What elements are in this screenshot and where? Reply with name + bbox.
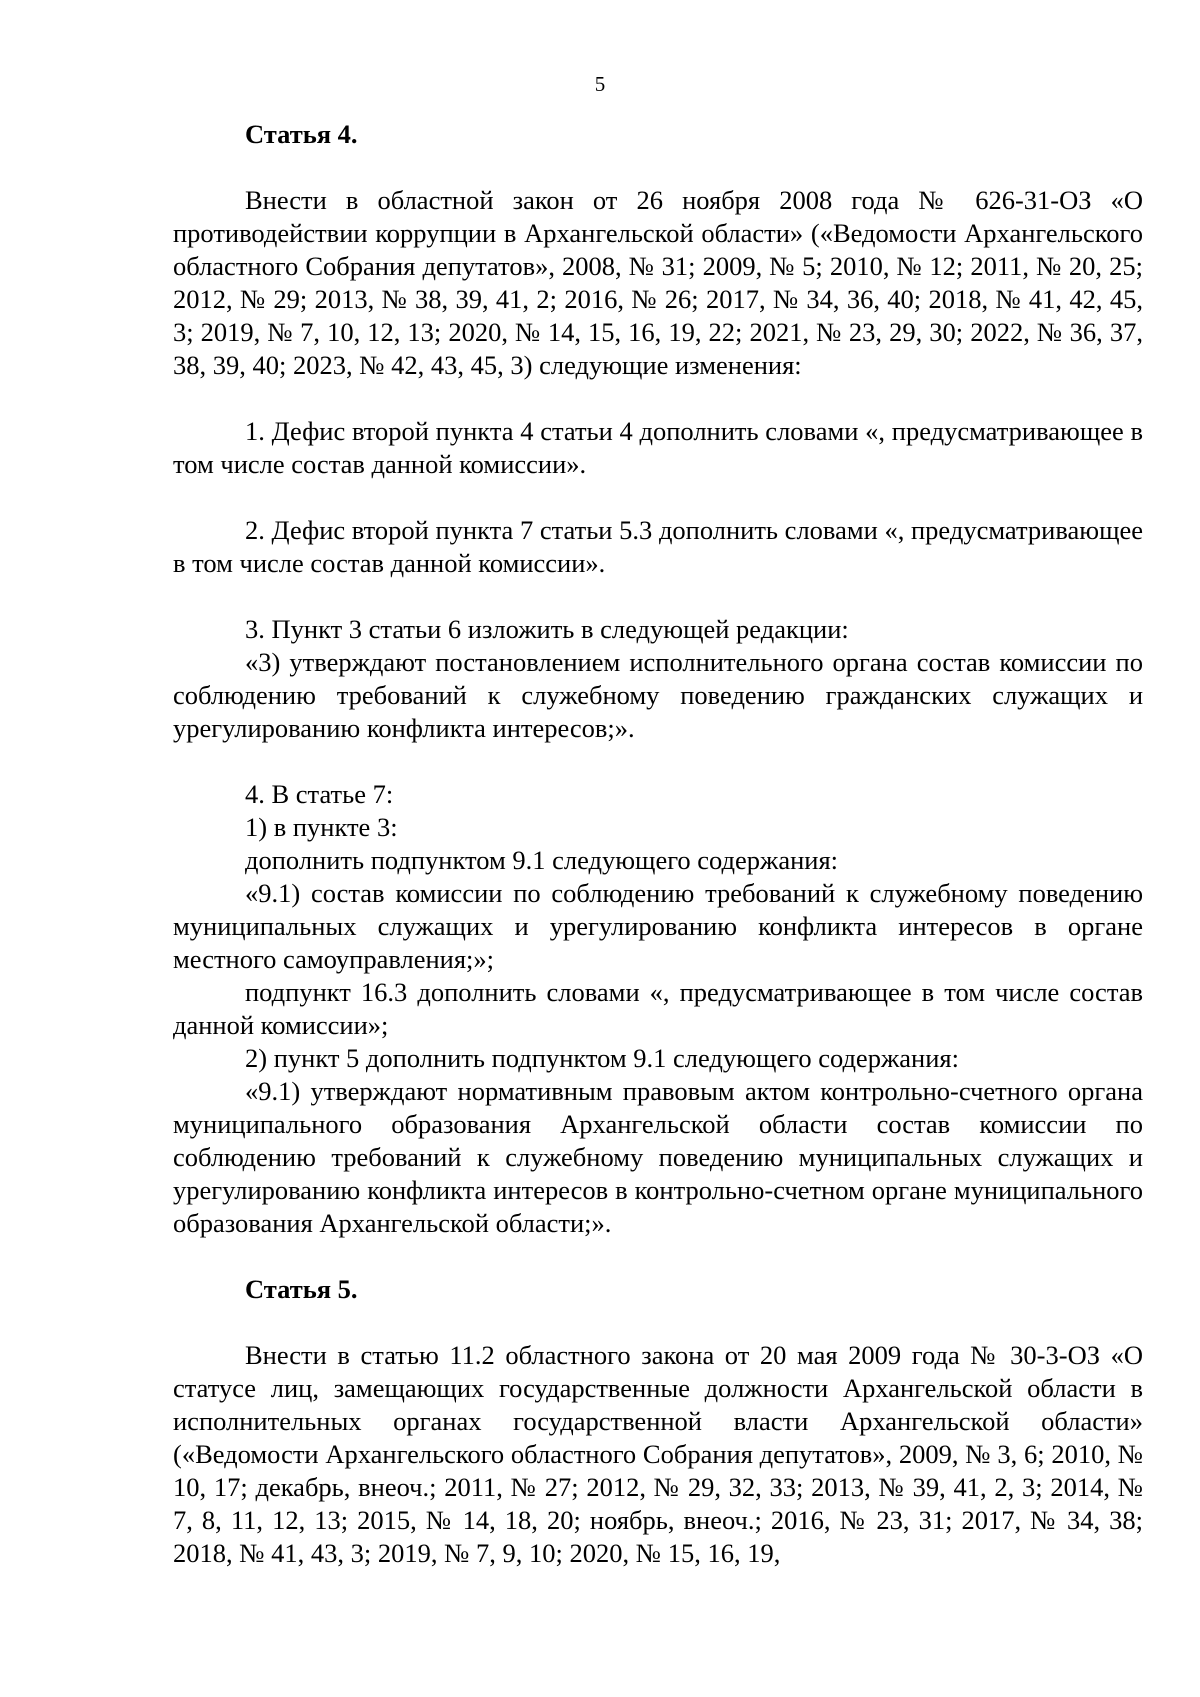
page-number: 5 (594, 72, 606, 96)
article-4-item-4-sub-2: 2) пункт 5 дополнить подпунктом 9.1 следующего содержания: (245, 1043, 959, 1073)
article-4-item-4-sub-1: 1) в пункте 3: (245, 812, 398, 842)
article-5-intro: Внести в статью 11.2 областного закона от 20 мая 2009 года № 30-3-ОЗ «О статусе лиц, замещающих государственные должности Архангельской области в исполнительных органах государственной власти Архангельской области» («Ведомости Архангельского областного Собрания депутатов», 2009, № 3, 6; 2010, № 10, 17; декабрь, внеоч.; 2011, № 27; 2012, № 29, 32, 33; 2013, № 39, 41, 2, 3; 2014, № 7, 8, 11, 12, 13; 2015, № 14, 18, 20; ноябрь, внеоч.; 2016, № 23, 31; 2017, № 34, 38; 2018, № 41, 43, 3; 2019, № 7, 9, 10; 2020, № 15, 16, 19, (173, 1340, 1143, 1568)
article-4-item-3-heading: 3. Пункт 3 статьи 6 изложить в следующей редакции: (245, 614, 849, 644)
article-4-item-4-sub-1-a: дополнить подпунктом 9.1 следующего содержания: (245, 845, 839, 875)
article-4-item-4-sub-2-quote: «9.1) утверждают нормативным правовым актом контрольно-счетного органа муниципального образования Архангельской области состав комиссии по соблюдению требований к служебному поведению муниципальных служащих и урегулированию конфликта интересов в контрольно-счетном органе муниципального образования Архангельской области;». (173, 1076, 1143, 1238)
article-4-item-2: 2. Дефис второй пункта 7 статьи 5.3 дополнить словами «, предусматривающее в том числе состав данной комиссии». (173, 515, 1143, 578)
article-4-item-4-heading: 4. В статье 7: (245, 779, 394, 809)
article-4-intro: Внести в областной закон от 26 ноября 2008 года № 626-31-ОЗ «О противодействии коррупции в Архангельской области» («Ведомости Архангельского областного Собрания депутатов», 2008, № 31; 2009, № 5; 2010, № 12; 2011, № 20, 25; 2012, № 29; 2013, № 38, 39, 41, 2; 2016, № 26; 2017, № 34, 36, 40; 2018, № 41, 42, 45, 3; 2019, № 7, 10, 12, 13; 2020, № 14, 15, 16, 19, 22; 2021, № 23, 29, 30; 2022, № 36, 37, 38, 39, 40; 2023, № 42, 43, 45, 3) следующие изменения: (173, 185, 1143, 380)
article-4-item-1: 1. Дефис второй пункта 4 статьи 4 дополнить словами «, предусматривающее в том числе состав данной комиссии». (173, 416, 1143, 479)
article-5-heading: Статья 5. (245, 1274, 358, 1304)
article-4-heading: Статья 4. (245, 119, 358, 149)
article-4-item-4-sub-1-b: подпункт 16.3 дополнить словами «, предусматривающее в том числе состав данной комиссии»; (173, 977, 1143, 1040)
article-4-item-3-text: «3) утверждают постановлением исполнительного органа состав комиссии по соблюдению требований к служебному поведению гражданских служащих и урегулированию конфликта интересов;». (173, 647, 1143, 743)
article-4-item-4-sub-1-quote: «9.1) состав комиссии по соблюдению требований к служебному поведению муниципальных служащих и урегулированию конфликта интересов в органе местного самоуправления;»; (173, 878, 1143, 974)
document-body (173, 118, 1143, 1570)
